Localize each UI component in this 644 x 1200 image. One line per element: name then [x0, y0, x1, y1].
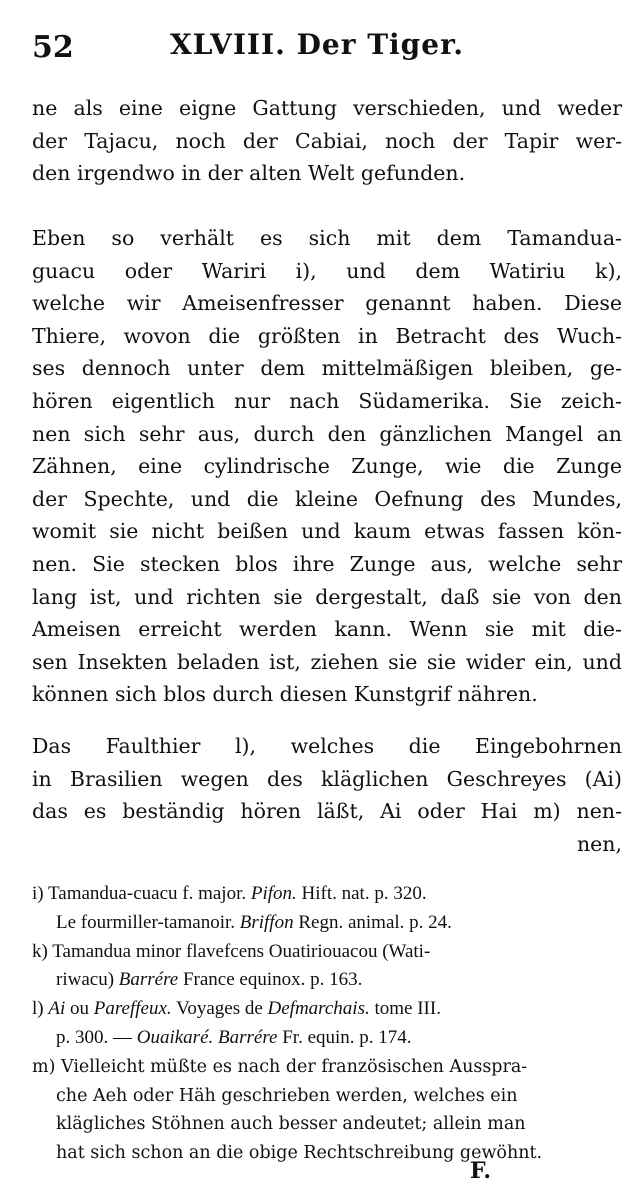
footnote-citation: Barrére	[218, 1026, 278, 1048]
footnote-citation: Defmarchais.	[267, 998, 370, 1020]
footnote-text: hat sich schon an die obige Rechtschreibung gewöhnt.	[56, 1143, 543, 1164]
text-line: sen Insekten beladen ist, ziehen sie sie wider ein, und	[32, 649, 622, 674]
footnote-text: tome III.	[369, 998, 441, 1020]
footnote-text: i) Tamandua-cuacu f. major.	[32, 883, 251, 904]
text-line: womit sie nicht beißen und kaum etwas fassen kön-	[32, 519, 622, 544]
footnote-text: klägliches Stöhnen auch besser andeutet; allein man	[56, 1114, 526, 1135]
paragraph	[32, 730, 622, 860]
paragraph	[32, 92, 622, 190]
text-line: den irgendwo in der alten Welt gefunden.	[32, 161, 466, 186]
text-line: in Brasilien wegen des kläglichen Geschreyes (Ai)	[32, 766, 622, 791]
text-line: können sich blos durch diesen Kunstgrif nähren.	[32, 682, 538, 707]
footnote-text: p. 300. —	[56, 1026, 137, 1048]
footnote-line	[32, 1082, 627, 1111]
text-line: lang ist, und richten sie dergestalt, daß sie von den	[32, 584, 622, 609]
footnote-line	[32, 1053, 627, 1082]
text-line: Thiere, wovon die größten in Betracht des Wuch-	[32, 323, 622, 348]
text-line: welche wir Ameisenfresser genannt haben. Diese	[32, 291, 622, 316]
footnote-text: riwacu)	[56, 969, 119, 991]
footnote-citation: Barrére	[118, 969, 179, 991]
footnote-line	[32, 1110, 627, 1139]
footnote-citation: Ouaikaré.	[136, 1026, 214, 1048]
text-line: Das Faulthier l), welches die Eingebohrnen	[32, 734, 622, 758]
footnote-citation: Pifon.	[250, 883, 297, 904]
text-line: das es beständig hören läßt, Ai oder Hai m) nen-	[32, 799, 622, 824]
text-line: nen. Sie stecken blos ihre Zunge aus, welche sehr	[32, 551, 622, 576]
text-line: der Tajacu, noch der Cabiai, noch der Tapir wer-	[32, 128, 622, 153]
footnote-text: ou	[65, 998, 94, 1020]
text-line: Eben so verhält es sich mit dem Tamandua-	[32, 226, 622, 250]
footnote-text: Fr. equin. p. 174.	[277, 1026, 412, 1048]
footnote-line	[32, 1024, 627, 1053]
footnote-citation: Pareffeux.	[93, 998, 172, 1020]
page-number: 52	[32, 30, 74, 65]
signature-mark: F.	[470, 1158, 492, 1184]
footnote-text: che Aeh oder Häh geschrieben werden, welches ein	[56, 1085, 518, 1106]
footnote-text: Regn. animal. p. 24.	[293, 911, 452, 933]
footnote-citation: Briffon	[239, 911, 294, 933]
footnote-line	[32, 880, 627, 909]
footnote-line	[32, 1139, 627, 1168]
text-line: ses dennoch unter dem mittelmäßigen bleiben, ge-	[32, 356, 622, 381]
text-line: ne als eine eigne Gattung verschieden, und weder	[32, 96, 622, 120]
text-line: der Spechte, und die kleine Oefnung des Mundes,	[32, 486, 622, 511]
text-line: guacu oder Wariri i), und dem Watiriu k),	[32, 258, 622, 283]
footnote-line	[32, 995, 627, 1024]
text-line: hören eigentlich nur nach Südamerika. Sie zeich-	[32, 388, 622, 413]
text-line: nen sich sehr aus, durch den gänzlichen Mangel an	[32, 421, 622, 446]
footnote-citation: Ai	[48, 998, 66, 1020]
footnotes	[32, 880, 627, 1168]
footnote-line	[32, 938, 627, 967]
running-title: XLVIII. Der Tiger.	[170, 28, 464, 61]
footnote-text: m) Vielleicht müßte es nach der französischen Ausspra-	[32, 1056, 528, 1077]
catchword: nen,	[576, 831, 622, 856]
footnote-text: Hift. nat. p. 320.	[296, 883, 427, 904]
paragraph	[32, 222, 622, 711]
footnote-text: France equinox. p. 163.	[178, 969, 363, 991]
footnote-line	[32, 966, 627, 995]
footnote-line	[32, 909, 627, 938]
text-line: Ameisen erreicht werden kann. Wenn sie mit die-	[32, 617, 622, 642]
footnote-text: k) Tamandua minor flavefcens Ouatiriouacou (Wati-	[32, 940, 431, 962]
footnote-text: l)	[32, 998, 49, 1020]
text-line: Zähnen, eine cylindrische Zunge, wie die Zunge	[32, 454, 622, 479]
footnote-text: Voyages de	[171, 998, 268, 1020]
footnote-text: Le fourmiller-tamanoir.	[56, 911, 240, 933]
